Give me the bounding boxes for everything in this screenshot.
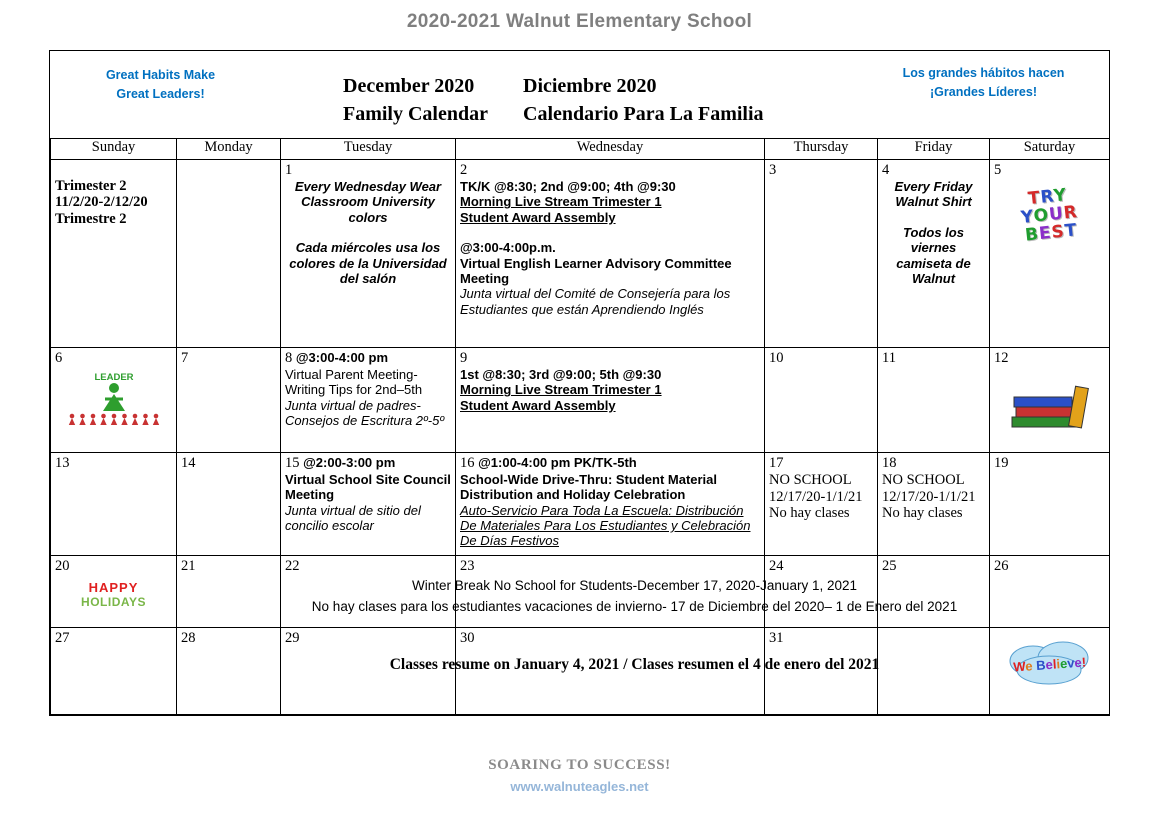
calendar-day-cell bbox=[51, 160, 177, 348]
happy-holidays-image: HAPPY HOLIDAYS bbox=[81, 580, 146, 609]
motto-line: Great Habits Make bbox=[105, 68, 216, 82]
day-number: 2 bbox=[460, 162, 468, 178]
calendar-table bbox=[50, 138, 1110, 715]
day-number: 1 bbox=[285, 162, 293, 178]
calendar-day-cell bbox=[878, 348, 990, 453]
event-text: Junta virtual del Comité de Consejería para los Estudiantes que están Aprendiendo Inglés bbox=[460, 286, 731, 317]
day-number: 29 bbox=[285, 630, 300, 646]
try-your-best-image: TRY YOUR BEST bbox=[1019, 185, 1079, 246]
event-text: Morning Live Stream Trimester 1 bbox=[460, 194, 662, 210]
event-text bbox=[285, 225, 451, 240]
event-time: @2:00-3:00 pm bbox=[299, 455, 396, 470]
day-number: 16 bbox=[460, 455, 475, 471]
calendar-day-cell bbox=[51, 628, 177, 715]
calendar-week-row bbox=[51, 160, 1110, 348]
day-number: 15 bbox=[285, 455, 300, 471]
day-number: 3 bbox=[769, 162, 777, 178]
title-line: December 2020 bbox=[343, 75, 475, 97]
event-text: Virtual Parent Meeting-Writing Tips for 2nd–5th bbox=[285, 367, 423, 398]
calendar-header bbox=[50, 51, 1109, 138]
calendar-day-cell bbox=[177, 556, 281, 628]
event-time: @1:00-4:00 pm PK/TK-5th bbox=[474, 455, 637, 470]
school-slogan: SOARING TO SUCCESS! bbox=[488, 757, 671, 773]
calendar-day-cell bbox=[878, 160, 990, 348]
event-text: No hay clases bbox=[882, 505, 963, 522]
calendar-day-cell bbox=[51, 556, 177, 628]
day-number: 17 bbox=[769, 455, 784, 471]
winter-break-english: Winter Break No School for Students-December 17, 2020-January 1, 2021 bbox=[412, 578, 857, 593]
day-number: 7 bbox=[181, 350, 189, 366]
calendar-day-cell bbox=[456, 160, 765, 348]
event-text: Virtual School Site Council Meeting bbox=[285, 472, 451, 503]
calendar-day-cell bbox=[990, 628, 1110, 715]
day-number: 14 bbox=[181, 455, 196, 471]
we-believe-image bbox=[994, 637, 1105, 691]
calendar-day-cell bbox=[765, 453, 878, 556]
day-header: Monday bbox=[177, 139, 281, 160]
event-text bbox=[460, 225, 760, 240]
footer bbox=[0, 757, 1159, 794]
event-text: 11/2/20-2/12/20 bbox=[55, 194, 148, 211]
day-number: 22 bbox=[285, 558, 300, 574]
leader-image bbox=[55, 369, 172, 427]
event-text: Virtual English Learner Advisory Committee Meeting bbox=[460, 255, 732, 286]
day-number: 26 bbox=[994, 558, 1009, 574]
calendar bbox=[49, 50, 1110, 716]
day-number: 24 bbox=[769, 558, 784, 574]
day-header-row bbox=[51, 139, 1110, 160]
calendar-week-row bbox=[51, 628, 1110, 715]
event-text: @3:00-4:00p.m. bbox=[460, 240, 556, 256]
calendar-day-cell bbox=[990, 556, 1110, 628]
event-text: Todos los viernes camiseta de Walnut bbox=[896, 224, 971, 286]
calendar-day-cell bbox=[281, 348, 456, 453]
event-text: Cada miércoles usa los colores de la Universidad del salón bbox=[289, 240, 447, 286]
calendar-day-cell bbox=[51, 348, 177, 453]
day-number: 31 bbox=[769, 630, 784, 646]
calendar-day-cell bbox=[878, 628, 990, 715]
day-header: Friday bbox=[878, 139, 990, 160]
svg-text:LEADER: LEADER bbox=[93, 372, 134, 383]
day-number: 4 bbox=[882, 162, 890, 178]
calendar-day-cell bbox=[878, 556, 990, 628]
day-number: 10 bbox=[769, 350, 784, 366]
day-number: 11 bbox=[882, 350, 896, 366]
day-number: 9 bbox=[460, 350, 468, 366]
event-text bbox=[55, 161, 172, 178]
event-text: Student Award Assembly bbox=[460, 209, 616, 225]
day-number: 12 bbox=[994, 350, 1009, 366]
day-number: 8 bbox=[285, 350, 293, 366]
title-line: Family Calendar bbox=[343, 103, 488, 125]
event-text: Auto-Servicio Para Toda La Escuela: Distribución De Materiales Para Los Estudiantes y Celebración De Días Festivos bbox=[460, 502, 751, 549]
calendar-week-row bbox=[51, 556, 1110, 628]
calendar-day-cell bbox=[177, 348, 281, 453]
event-text: 12/17/20-1/1/21 bbox=[882, 488, 976, 505]
title-line: Calendario Para La Familia bbox=[523, 103, 764, 125]
calendar-day-cell bbox=[456, 348, 765, 453]
event-text: Every Friday Walnut Shirt bbox=[894, 179, 973, 210]
title-line: Diciembre 2020 bbox=[523, 75, 657, 97]
calendar-day-cell bbox=[990, 160, 1110, 348]
event-time: @3:00-4:00 pm bbox=[292, 350, 389, 365]
motto-line: Great Leaders! bbox=[116, 87, 205, 102]
event-text: Every Wednesday Wear Classroom University colors bbox=[294, 179, 442, 225]
event-text: Trimester 2 bbox=[55, 177, 127, 194]
calendar-body bbox=[51, 160, 1110, 715]
calendar-day-cell bbox=[765, 348, 878, 453]
day-number: 20 bbox=[55, 558, 70, 574]
calendar-week-row bbox=[51, 348, 1110, 453]
day-number: 5 bbox=[994, 162, 1002, 178]
calendar-day-cell bbox=[990, 453, 1110, 556]
calendar-title-spanish bbox=[523, 51, 764, 138]
day-number: 19 bbox=[994, 455, 1009, 471]
calendar-day-cell bbox=[177, 628, 281, 715]
event-text: Junta virtual de padres-Consejos de Escritura 2º-5º bbox=[285, 397, 445, 428]
calendar-day-cell bbox=[281, 160, 456, 348]
event-text: Trimestre 2 bbox=[55, 211, 127, 228]
event-text: Student Award Assembly bbox=[460, 397, 616, 413]
calendar-day-cell bbox=[177, 160, 281, 348]
books-image bbox=[994, 375, 1105, 431]
event-text: Junta virtual de sitio del concilio escolar bbox=[285, 502, 421, 533]
motto-english bbox=[58, 51, 263, 138]
event-text bbox=[882, 210, 985, 225]
calendar-day-cell bbox=[177, 453, 281, 556]
day-header: Tuesday bbox=[281, 139, 456, 160]
calendar-week-row bbox=[51, 453, 1110, 556]
day-header: Wednesday bbox=[456, 139, 765, 160]
motto-line: Los grandes hábitos hacen bbox=[902, 66, 1065, 80]
event-text: TK/K @8:30; 2nd @9:00; 4th @9:30 bbox=[460, 179, 676, 194]
event-text: Morning Live Stream Trimester 1 bbox=[460, 382, 662, 398]
event-text: School-Wide Drive-Thru: Student Material Distribution and Holiday Celebration bbox=[460, 472, 718, 503]
day-number: 6 bbox=[55, 350, 63, 366]
svg-text:We Believe!: We Believe! bbox=[1012, 654, 1087, 675]
event-text: NO SCHOOL bbox=[882, 472, 965, 488]
calendar-day-cell bbox=[990, 348, 1110, 453]
calendar-day-cell bbox=[281, 556, 456, 628]
event-text: No hay clases bbox=[769, 505, 850, 522]
day-number: 18 bbox=[882, 455, 897, 471]
day-header: Sunday bbox=[51, 139, 177, 160]
calendar-day-cell bbox=[765, 628, 878, 715]
day-number: 25 bbox=[882, 558, 897, 574]
calendar-day-cell bbox=[765, 160, 878, 348]
motto-line: ¡Grandes Líderes! bbox=[930, 85, 1037, 100]
calendar-day-cell bbox=[281, 628, 456, 715]
event-text: NO SCHOOL bbox=[769, 472, 852, 488]
motto-spanish bbox=[866, 51, 1101, 138]
calendar-day-cell bbox=[51, 453, 177, 556]
calendar-day-cell bbox=[878, 453, 990, 556]
calendar-day-cell bbox=[765, 556, 878, 628]
day-number: 13 bbox=[55, 455, 70, 471]
calendar-day-cell bbox=[456, 628, 765, 715]
classes-resume-notice: Classes resume on January 4, 2021 / Clases resumen el 4 de enero del 2021 bbox=[389, 656, 880, 673]
winter-break-spanish: No hay clases para los estudiantes vacaciones de invierno- 17 de Diciembre del 2020– 1 de Enero del 2021 bbox=[311, 599, 958, 614]
day-number: 23 bbox=[460, 558, 475, 574]
day-number: 21 bbox=[181, 558, 196, 574]
school-website-link[interactable]: www.walnuteagles.net bbox=[510, 779, 649, 794]
event-text: 1st @8:30; 3rd @9:00; 5th @9:30 bbox=[460, 367, 662, 382]
calendar-day-cell bbox=[456, 453, 765, 556]
calendar-day-cell bbox=[456, 556, 765, 628]
day-header: Thursday bbox=[765, 139, 878, 160]
calendar-day-cell bbox=[281, 453, 456, 556]
event-text: 12/17/20-1/1/21 bbox=[769, 488, 863, 505]
calendar-title-english bbox=[343, 51, 488, 138]
page-title: 2020-2021 Walnut Elementary School bbox=[406, 11, 753, 32]
day-number: 27 bbox=[55, 630, 70, 646]
day-number: 28 bbox=[181, 630, 196, 646]
day-header: Saturday bbox=[990, 139, 1110, 160]
day-number: 30 bbox=[460, 630, 475, 646]
